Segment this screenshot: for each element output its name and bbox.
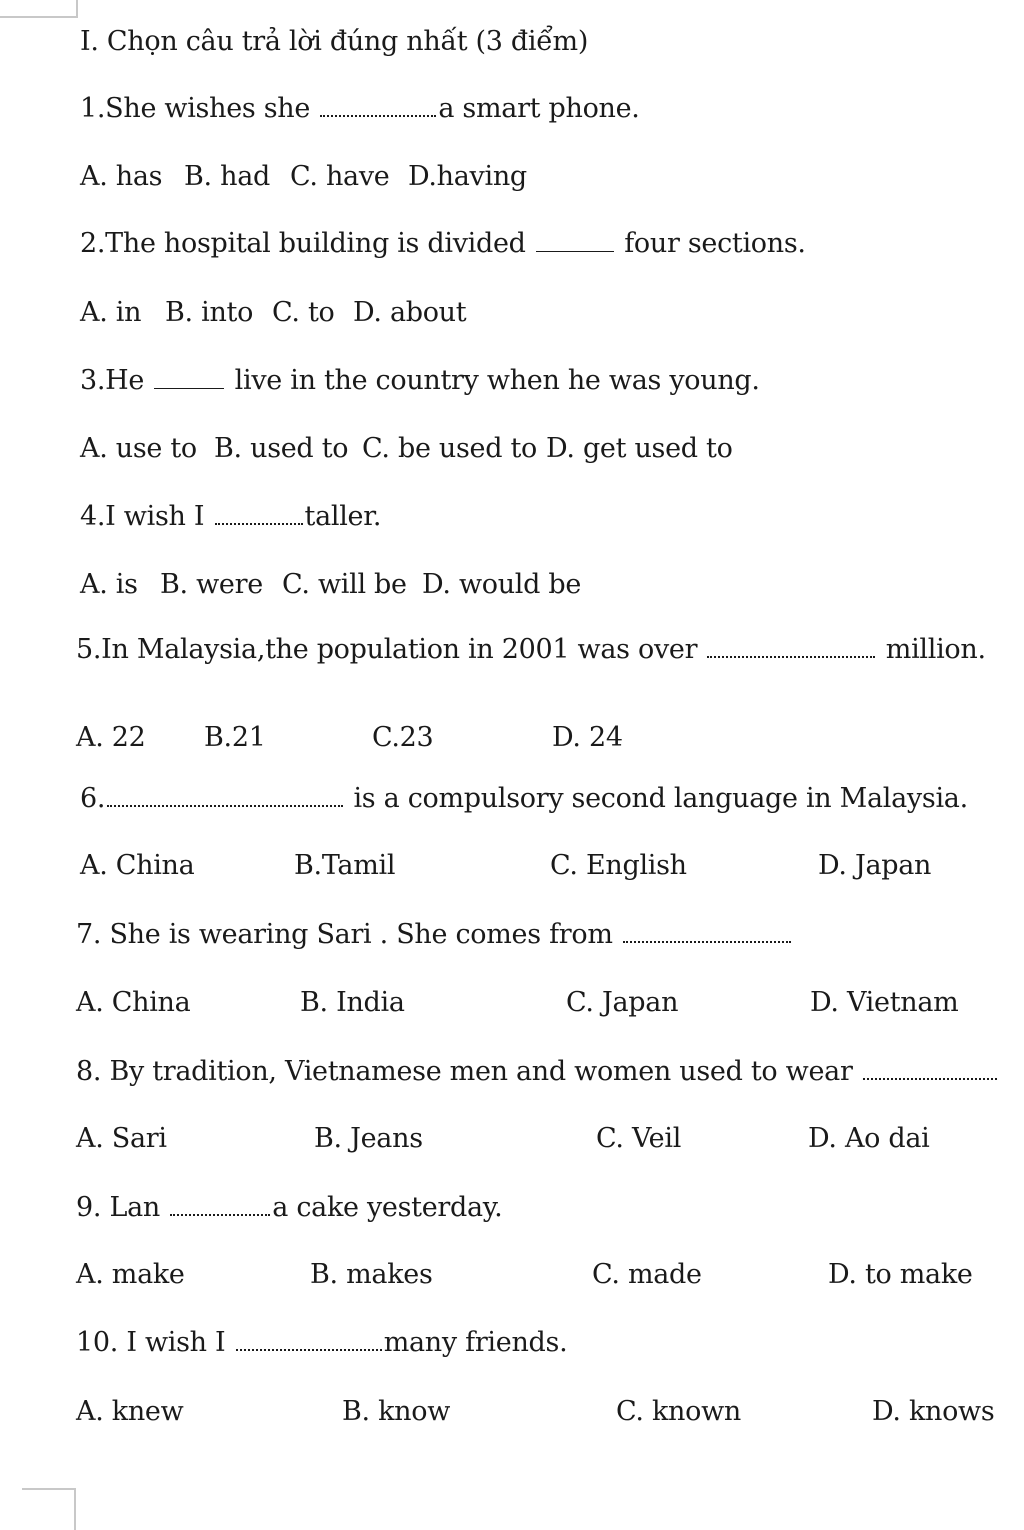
question-1-option-d[interactable]: D.having bbox=[408, 161, 527, 192]
question-7 bbox=[76, 918, 793, 952]
question-10-option-b[interactable]: B. know bbox=[342, 1396, 451, 1427]
question-8-option-c[interactable]: C. Veil bbox=[596, 1123, 682, 1154]
question-1-text-after: a smart phone. bbox=[438, 93, 640, 124]
question-10 bbox=[76, 1326, 567, 1360]
question-4-option-b[interactable]: B. were bbox=[160, 569, 263, 600]
question-7-option-b[interactable]: B. India bbox=[300, 987, 405, 1018]
question-6-text-before: 6. bbox=[80, 783, 106, 814]
answer-blank[interactable] bbox=[707, 652, 875, 658]
question-8-text-before: 8. By tradition, Vietnamese men and women used to wear bbox=[76, 1056, 861, 1087]
answer-blank[interactable] bbox=[236, 1345, 382, 1351]
question-6 bbox=[80, 782, 968, 816]
page-corner-mark-top bbox=[0, 0, 78, 18]
question-3-option-b[interactable]: B. used to bbox=[214, 433, 349, 464]
question-9-option-c[interactable]: C. made bbox=[592, 1259, 702, 1290]
question-4-text-after: taller. bbox=[304, 501, 382, 532]
question-4-option-d[interactable]: D. would be bbox=[422, 569, 582, 600]
question-1-option-c[interactable]: C. have bbox=[290, 161, 390, 192]
question-4 bbox=[80, 500, 381, 534]
answer-blank[interactable] bbox=[170, 1210, 270, 1216]
question-7-text-before: 7. She is wearing Sari . She comes from bbox=[76, 919, 621, 950]
question-5-text-after: million. bbox=[877, 634, 986, 665]
answer-blank[interactable] bbox=[154, 384, 224, 389]
question-8-option-d[interactable]: D. Ao dai bbox=[808, 1123, 930, 1154]
question-4-text-before: 4.I wish I bbox=[80, 501, 213, 532]
answer-blank[interactable] bbox=[320, 111, 436, 117]
question-4-option-c[interactable]: C. will be bbox=[282, 569, 407, 600]
question-8-option-b[interactable]: B. Jeans bbox=[314, 1123, 423, 1154]
question-5 bbox=[76, 633, 986, 667]
answer-blank[interactable] bbox=[623, 937, 791, 943]
question-6-text-after: is a compulsory second language in Malaysia. bbox=[345, 783, 968, 814]
question-8 bbox=[76, 1055, 999, 1089]
question-9 bbox=[76, 1191, 502, 1225]
question-6-option-a[interactable]: A. China bbox=[80, 850, 195, 881]
question-5-text-before: 5.In Malaysia,the population in 2001 was over bbox=[76, 634, 706, 665]
answer-blank[interactable] bbox=[215, 519, 303, 525]
question-2-option-c[interactable]: C. to bbox=[272, 297, 335, 328]
question-2 bbox=[80, 227, 806, 261]
question-6-option-d[interactable]: D. Japan bbox=[818, 850, 932, 881]
question-1-option-b[interactable]: B. had bbox=[184, 161, 270, 192]
question-9-text-after: a cake yesterday. bbox=[272, 1192, 503, 1223]
question-1-option-a[interactable]: A. has bbox=[80, 161, 163, 192]
question-3-text-after: live in the country when he was young. bbox=[226, 365, 760, 396]
question-7-option-c[interactable]: C. Japan bbox=[566, 987, 679, 1018]
question-2-option-b[interactable]: B. into bbox=[165, 297, 254, 328]
question-3-option-d[interactable]: D. get used to bbox=[546, 433, 733, 464]
answer-blank[interactable] bbox=[863, 1074, 997, 1080]
question-5-option-c[interactable]: C.23 bbox=[372, 722, 434, 753]
question-10-option-d[interactable]: D. knows bbox=[872, 1396, 995, 1427]
question-3 bbox=[80, 364, 760, 398]
answer-blank[interactable] bbox=[107, 801, 343, 807]
question-5-option-b[interactable]: B.21 bbox=[204, 722, 266, 753]
answer-blank[interactable] bbox=[536, 247, 614, 252]
question-8-option-a[interactable]: A. Sari bbox=[76, 1123, 167, 1154]
question-1-text-before: 1.She wishes she bbox=[80, 93, 319, 124]
question-5-option-d[interactable]: D. 24 bbox=[552, 722, 623, 753]
question-9-option-a[interactable]: A. make bbox=[76, 1259, 185, 1290]
question-7-option-a[interactable]: A. China bbox=[76, 987, 191, 1018]
question-2-option-d[interactable]: D. about bbox=[353, 297, 467, 328]
question-9-option-b[interactable]: B. makes bbox=[310, 1259, 433, 1290]
section-title: I. Chọn câu trả lời đúng nhất (3 điểm) bbox=[80, 26, 589, 57]
question-10-option-a[interactable]: A. knew bbox=[76, 1396, 184, 1427]
question-3-option-a[interactable]: A. use to bbox=[80, 433, 197, 464]
question-10-text-before: 10. I wish I bbox=[76, 1327, 234, 1358]
question-1 bbox=[80, 92, 640, 126]
question-10-option-c[interactable]: C. known bbox=[616, 1396, 741, 1427]
question-2-text-after: four sections. bbox=[615, 228, 806, 259]
question-4-option-a[interactable]: A. is bbox=[80, 569, 138, 600]
question-9-text-before: 9. Lan bbox=[76, 1192, 169, 1223]
question-6-option-c[interactable]: C. English bbox=[550, 850, 687, 881]
question-2-text-before: 2.The hospital building is divided bbox=[80, 228, 534, 259]
question-7-option-d[interactable]: D. Vietnam bbox=[810, 987, 959, 1018]
question-3-text-before: 3.He bbox=[80, 365, 153, 396]
question-3-option-c[interactable]: C. be used to bbox=[362, 433, 538, 464]
question-9-option-d[interactable]: D. to make bbox=[828, 1259, 973, 1290]
question-10-text-after: many friends. bbox=[383, 1327, 568, 1358]
question-2-option-a[interactable]: A. in bbox=[80, 297, 142, 328]
question-6-option-b[interactable]: B.Tamil bbox=[294, 850, 396, 881]
question-5-option-a[interactable]: A. 22 bbox=[76, 722, 146, 753]
